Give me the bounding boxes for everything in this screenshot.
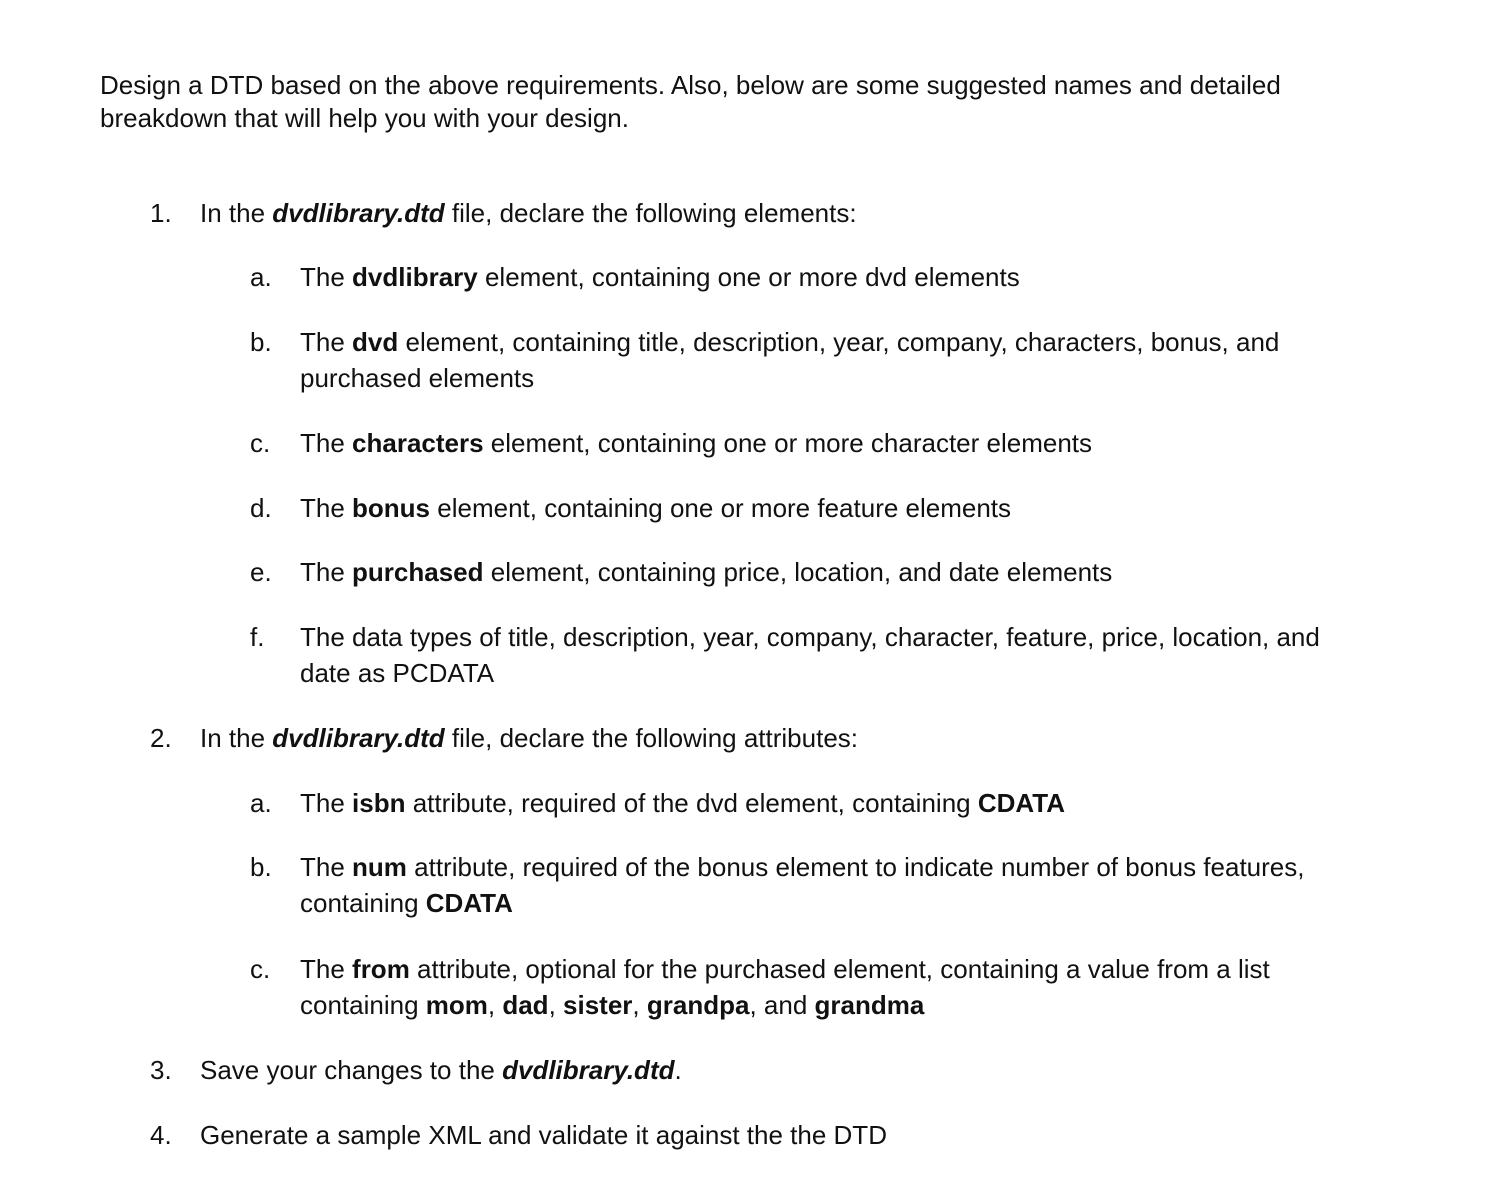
filename: dvdlibrary.dtd	[272, 723, 445, 753]
step-1-number: 1.	[150, 198, 172, 228]
step-3-text: Save your changes to the dvdlibrary.dtd.	[200, 1055, 682, 1085]
filename: dvdlibrary.dtd	[272, 198, 445, 228]
step-4-number: 4.	[150, 1120, 172, 1150]
intro-paragraph	[100, 69, 1440, 135]
step-4-text: Generate a sample XML and validate it against the the DTD	[200, 1120, 887, 1150]
document-page: Design a DTD based on the above requirements. Also, below are some suggested names and detailed breakdown that will help you with your design. 1. In the dvdlibrary.dtd file, declare the following elements: a. The dvdlibrary element, containing one or more dvd elements b. The dvd element, containing title, description, year, company, characters, bonus, and purchased elements c. The characters element, containing one or more character elements d. The bonus element, containing one or more feature elements e. The purchased element, containing price, location, and date elements f. The data types of title, description, year, company, character, feature, price, location, and date as PCDATA 2. In the dvdlibrary.dtd file, declare the following attributes: a. The isbn attribute, required of the dvd element, containing CDATA b. The num attribute, required of the bonus element to indicate number of bonus features, containing CDATA c. The from attribute, optional for the purchased element, containing a value from a list containing mom, dad, sister, grandpa, and grandma 3. Save your changes to the dvdlibrary.dtd. 4. Generate a sample XML and validate it against the the DTD	[0, 0, 1510, 1201]
intro-line-1: Design a DTD based on the above requirements. Also, below are some suggested names and detailed	[100, 70, 1281, 100]
step-2-text: In the dvdlibrary.dtd file, declare the following attributes:	[200, 723, 859, 753]
filename: dvdlibrary.dtd	[502, 1055, 675, 1085]
intro-line-2: breakdown that will help you with your design.	[100, 103, 629, 133]
step-1-text: In the dvdlibrary.dtd file, declare the following elements:	[200, 198, 857, 228]
step-3-number: 3.	[150, 1055, 172, 1085]
step-2-number: 2.	[150, 723, 172, 753]
